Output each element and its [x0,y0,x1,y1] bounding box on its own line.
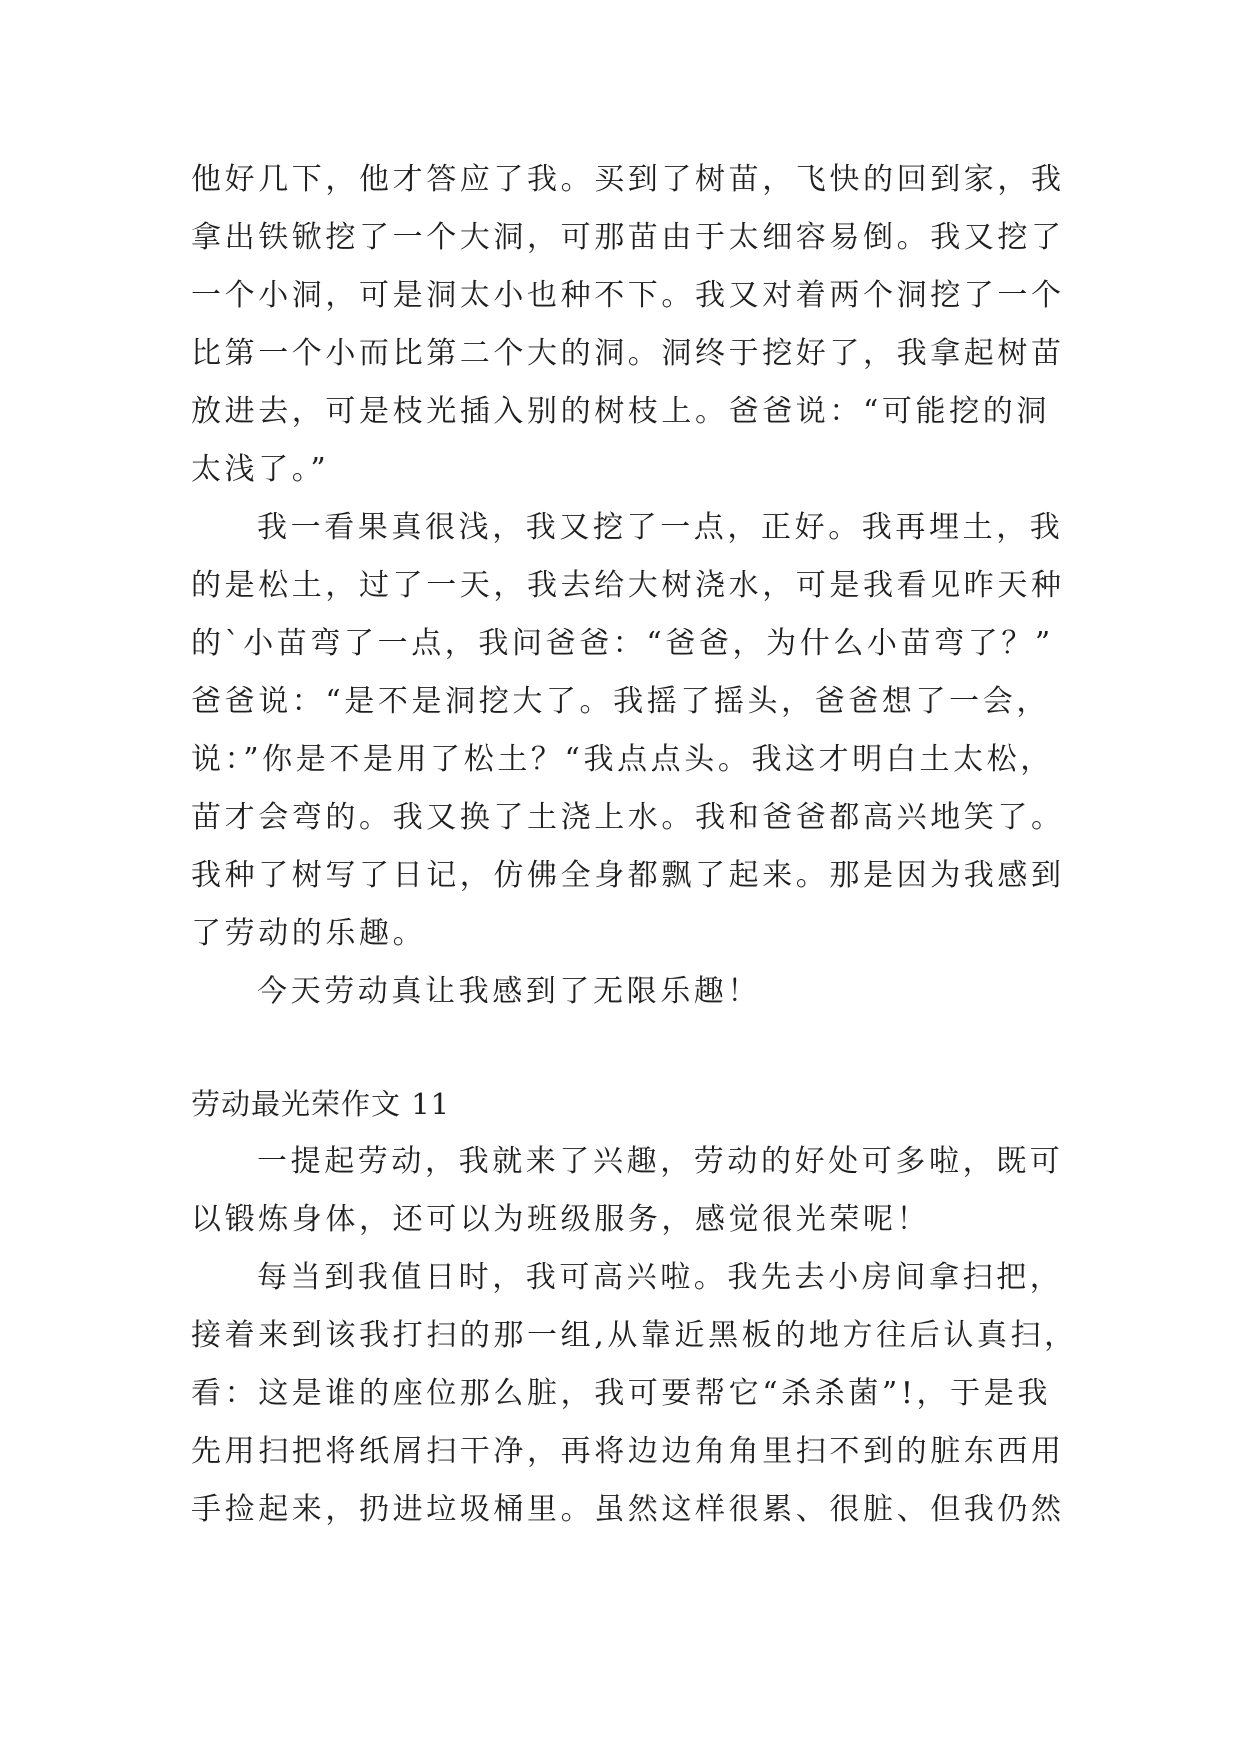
text-line: 我种了树写了日记，仿佛全身都飘了起来。那是因为我感到 [191,858,1065,893]
text-line: 爸爸说：“是不是洞挖大了。我摇了摇头，爸爸想了一会， [191,684,1050,719]
text-line: 的`小苗弯了一点，我问爸爸：“爸爸，为什么小苗弯了？” [191,626,1054,661]
text-line: 每当到我值日时，我可高兴啦。我先去小房间拿扫把， [257,1260,1064,1295]
text-line: 他好几下，他才答应了我。买到了树苗，飞快的回到家，我 [191,162,1065,197]
text-line: 先用扫把将纸屑扫干净，再将边边角角里扫不到的脏东西用 [191,1434,1065,1469]
text-line: 苗才会弯的。我又换了土浇上水。我和爸爸都高兴地笑了。 [191,800,1065,835]
text-line: 我一看果真很浅，我又挖了一点，正好。我再埋土，我 [257,510,1064,545]
section-title: 劳动最光荣作文 11 [191,1087,451,1121]
text-line: 接着来到该我打扫的那一组,从靠近黑板的地方往后认真扫， [191,1318,1078,1353]
text-line: 一个小洞，可是洞太小也种不下。我又对着两个洞挖了一个 [191,278,1065,313]
text-line: 了劳动的乐趣。 [191,916,427,951]
text-line: 一提起劳动，我就来了兴趣，劳动的好处可多啦，既可 [257,1144,1064,1179]
text-line: 的是松土，过了一天，我去给大树浇水，可是我看见昨天种 [191,568,1065,603]
text-line: 比第一个小而比第二个大的洞。洞终于挖好了，我拿起树苗 [191,336,1065,371]
text-line: 拿出铁锨挖了一个大洞，可那苗由于太细容易倒。我又挖了 [191,220,1065,255]
text-line: 以锻炼身体，还可以为班级服务，感觉很光荣呢！ [191,1202,931,1237]
text-line: 看：这是谁的座位那么脏，我可要帮它“杀杀菌”!，于是我 [191,1376,1051,1411]
text-line: 说：”你是不是用了松土？“我点点头。我这才明白土太松， [191,742,1054,777]
text-line: 手捡起来，扔进垃圾桶里。虽然这样很累、很脏、但我仍然 [191,1492,1065,1527]
text-line: 太浅了。” [191,452,330,487]
text-line: 今天劳动真让我感到了无限乐趣！ [257,974,761,1009]
text-line: 放进去，可是枝光插入别的树枝上。爸爸说：“可能挖的洞 [191,394,1050,429]
